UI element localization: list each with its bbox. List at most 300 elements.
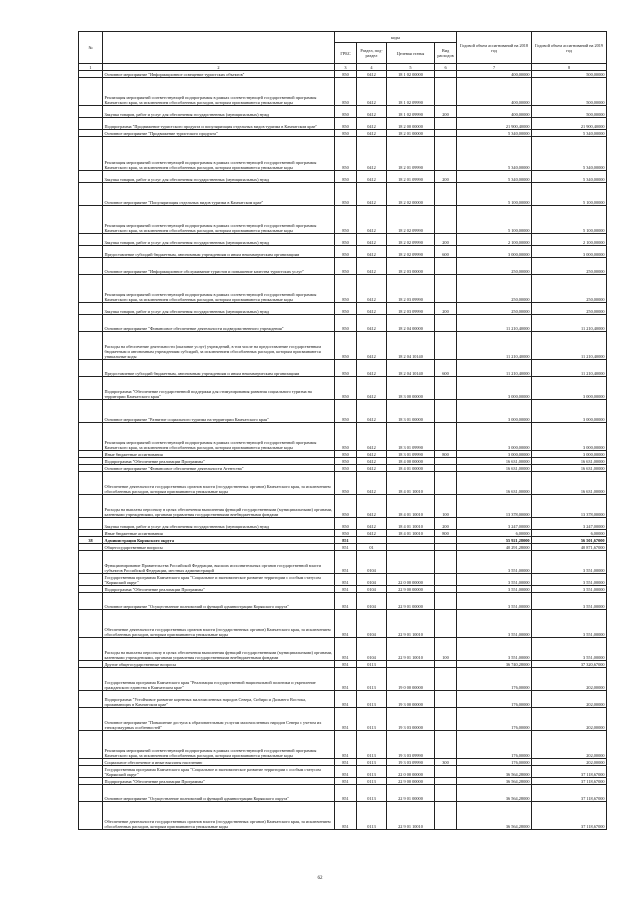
row-amount-2018: 176,00000 — [457, 708, 532, 731]
row-amount-2019: 3 247,00000 — [532, 518, 607, 530]
row-number — [79, 275, 103, 303]
row-amount-2019: 3 000,00000 — [532, 246, 607, 258]
row-razdel: 0113 — [357, 668, 387, 691]
row-grbs: 850 — [335, 130, 357, 137]
row-number — [79, 258, 103, 275]
row-amount-2019: 16 631,00000 — [532, 465, 607, 472]
row-amount-2019: 2 100,00000 — [532, 234, 607, 246]
row-amount-2018: 3 000,00000 — [457, 451, 532, 458]
row-expense-type — [435, 574, 457, 586]
row-expense-type: 300 — [435, 759, 457, 766]
row-number — [79, 458, 103, 465]
row-amount-2018: 176,00000 — [457, 759, 532, 766]
row-razdel: 0412 — [357, 246, 387, 258]
row-name: Реализация мероприятий соответствующей подпрограммы в рамках соответствующей государственной программы Камчатского края, за исключением обособленных расходов, которым присваиваются уникальные коды — [103, 423, 335, 451]
row-razdel: 0412 — [357, 377, 387, 400]
table-row — [79, 551, 607, 574]
row-razdel: 0113 — [357, 766, 387, 778]
row-amount-2019: 37 118,67000 — [532, 766, 607, 778]
row-amount-2019: 6,00000 — [532, 530, 607, 537]
row-amount-2019: 202,00000 — [532, 691, 607, 708]
row-name: Закупка товаров, работ и услуг для обеспечения государственных (муниципальных) нужд — [103, 234, 335, 246]
row-number — [79, 551, 103, 574]
row-name: Предоставление субсидий бюджетным, автономным учреждениям и иным некоммерческим организациям — [103, 360, 335, 377]
row-amount-2019: 202,00000 — [532, 759, 607, 766]
table-row — [79, 130, 607, 137]
row-name: Основное мероприятие "Осуществление полномочий и функций администрации Корякского округа" — [103, 593, 335, 610]
row-expense-type — [435, 137, 457, 171]
row-grbs: 851 — [335, 708, 357, 731]
row-razdel: 0412 — [357, 423, 387, 451]
row-number — [79, 78, 103, 106]
row-razdel: 0412 — [357, 451, 387, 458]
row-amount-2018: 11 210,40000 — [457, 315, 532, 332]
row-amount-2019: 250,00000 — [532, 275, 607, 303]
row-name: Государственная программа Камчатского края "Социальное и экономическое развитие территории с особым статусом "Корякский округ" — [103, 574, 335, 586]
header-grbs: ГРБС — [335, 43, 357, 64]
row-target-article: 18 2 01 09990 — [387, 137, 435, 171]
row-grbs: 850 — [335, 530, 357, 537]
row-razdel: 0104 — [357, 551, 387, 574]
row-amount-2018: 55 921,28000 — [457, 537, 532, 544]
row-razdel: 0412 — [357, 530, 387, 537]
row-expense-type — [435, 400, 457, 423]
budget-document — [78, 31, 606, 830]
header-codes: коды — [335, 32, 457, 43]
row-amount-2018: 36 564,28000 — [457, 802, 532, 830]
row-grbs: 850 — [335, 234, 357, 246]
row-name: Реализация мероприятий соответствующей подпрограммы в рамках соответствующей государственной программы Камчатского края, за исключением обособленных расходов, которым присваиваются уникальные коды — [103, 731, 335, 759]
row-number — [79, 315, 103, 332]
row-grbs: 851 — [335, 731, 357, 759]
row-target-article: 18 2 02 00000 — [387, 183, 435, 206]
row-grbs: 851 — [335, 638, 357, 661]
row-name: Обеспечение деятельности государственных органов власти (государственных органов) Камчатского края, за исключением обособленных расходов, которым присваиваются уникальные коды — [103, 610, 335, 638]
row-expense-type — [435, 206, 457, 234]
row-number — [79, 472, 103, 495]
row-razdel: 0104 — [357, 638, 387, 661]
table-row — [79, 137, 607, 171]
row-razdel: 0412 — [357, 78, 387, 106]
row-expense-type — [435, 544, 457, 551]
row-expense-type: 200 — [435, 234, 457, 246]
row-name: Реализация мероприятий соответствующей подпрограммы в рамках соответствующей государственной программы Камчатского края, за исключением обособленных расходов, которым присваиваются уникальные коды — [103, 78, 335, 106]
row-amount-2018: 3 000,00000 — [457, 246, 532, 258]
row-target-article: 18 2 01 00000 — [387, 130, 435, 137]
row-grbs: 851 — [335, 593, 357, 610]
row-amount-2018: 3 551,00000 — [457, 610, 532, 638]
header-year-2018: Годовой объем ассигнований на 2018 год — [457, 32, 532, 64]
row-expense-type — [435, 537, 457, 544]
table-row — [79, 71, 607, 78]
row-grbs: 850 — [335, 451, 357, 458]
row-number — [79, 360, 103, 377]
row-razdel: 0412 — [357, 130, 387, 137]
table-row — [79, 778, 607, 785]
row-name: Основное мероприятие "Осуществление полномочий и функций администрации Корякского округа" — [103, 785, 335, 802]
column-number-5: 5 — [387, 64, 435, 71]
row-grbs: 850 — [335, 303, 357, 315]
row-grbs: 850 — [335, 495, 357, 518]
row-expense-type — [435, 183, 457, 206]
row-grbs: 851 — [335, 586, 357, 593]
row-amount-2018: 6,00000 — [457, 530, 532, 537]
table-row — [79, 544, 607, 551]
row-razdel: 0412 — [357, 137, 387, 171]
row-name: Подпрограмма "Обеспечение государственной поддержки для стимулирования развития социального туризма на территории Камчатского края" — [103, 377, 335, 400]
row-name: Обеспечение деятельности государственных органов власти (государственных органов) Камчатского края, за исключением обособленных расходов, которым присваиваются уникальные коды — [103, 802, 335, 830]
row-razdel: 0412 — [357, 118, 387, 130]
row-razdel: 0412 — [357, 275, 387, 303]
row-name: Обеспечение деятельности государственных органов власти (государственных органов) Камчатского края, за исключением обособленных расходов, которым присваиваются уникальные коды — [103, 472, 335, 495]
page-number: 62 — [317, 876, 323, 881]
row-amount-2019: 500,00000 — [532, 71, 607, 78]
row-amount-2019: 37 320,67000 — [532, 661, 607, 668]
row-grbs: 851 — [335, 785, 357, 802]
header-razdel: Раздел, под-раздел — [357, 43, 387, 64]
row-number — [79, 785, 103, 802]
row-target-article: 19 3 03 09990 — [387, 759, 435, 766]
row-amount-2018: 5 340,00000 — [457, 130, 532, 137]
row-amount-2018: 250,00000 — [457, 275, 532, 303]
row-number — [79, 377, 103, 400]
row-target-article: 18 4 01 10010 — [387, 495, 435, 518]
row-name: Функционирование Правительства Российской Федерации, высших исполнительных органов государственной власти субъектов Российской Федерации, местных администраций — [103, 551, 335, 574]
row-number — [79, 530, 103, 537]
row-amount-2018: 11 210,40000 — [457, 332, 532, 360]
row-target-article: 18 4 01 10010 — [387, 530, 435, 537]
table-row — [79, 593, 607, 610]
row-target-article: 18 2 03 00000 — [387, 258, 435, 275]
row-name: Основное мероприятие "Информационное освещение туристских объектов" — [103, 71, 335, 78]
row-number — [79, 303, 103, 315]
row-amount-2019: 500,00000 — [532, 78, 607, 106]
row-amount-2019: 11 210,40000 — [532, 315, 607, 332]
row-name: Администрация Корякского округа — [103, 537, 335, 544]
row-number — [79, 130, 103, 137]
header-number: № — [79, 32, 103, 64]
row-name: Реализация мероприятий соответствующей подпрограммы в рамках соответствующей государственной программы Камчатского края, за исключением обособленных расходов, которым присваиваются уникальные коды — [103, 275, 335, 303]
row-expense-type — [435, 668, 457, 691]
row-name: Основное мероприятие "Информационное обслуживание туристов и повышение качества туристских услуг" — [103, 258, 335, 275]
row-number — [79, 183, 103, 206]
row-amount-2019: 3 551,00000 — [532, 551, 607, 574]
row-expense-type: 200 — [435, 106, 457, 118]
row-razdel: 0412 — [357, 71, 387, 78]
column-number-3: 3 — [335, 64, 357, 71]
row-expense-type — [435, 78, 457, 106]
row-number — [79, 802, 103, 830]
row-amount-2018: 3 551,00000 — [457, 638, 532, 661]
row-amount-2018: 5 100,00000 — [457, 183, 532, 206]
row-target-article: 22 0 00 00000 — [387, 574, 435, 586]
table-row — [79, 78, 607, 106]
row-expense-type — [435, 551, 457, 574]
row-number — [79, 71, 103, 78]
row-name: Основное мероприятие "Финансовое обеспечение деятельности Агентства" — [103, 465, 335, 472]
row-amount-2018: 400,00000 — [457, 71, 532, 78]
row-razdel: 0113 — [357, 759, 387, 766]
row-target-article: 22 9 01 10010 — [387, 802, 435, 830]
row-name: Основное мероприятие "Продвижение туристского продукта" — [103, 130, 335, 137]
header-csr: Целевая статья — [387, 43, 435, 64]
row-amount-2018: 5 340,00000 — [457, 137, 532, 171]
row-grbs: 850 — [335, 171, 357, 183]
row-target-article — [387, 537, 435, 544]
row-number — [79, 518, 103, 530]
row-name: Подпрограмма "Обеспечение реализации Программы" — [103, 458, 335, 465]
row-grbs: 850 — [335, 118, 357, 130]
row-grbs: 850 — [335, 332, 357, 360]
table-row — [79, 332, 607, 360]
row-amount-2018: 36 740,28000 — [457, 661, 532, 668]
table-row — [79, 530, 607, 537]
row-expense-type — [435, 691, 457, 708]
row-razdel: 0104 — [357, 593, 387, 610]
row-number — [79, 171, 103, 183]
row-grbs: 851 — [335, 802, 357, 830]
row-target-article — [387, 551, 435, 574]
row-grbs: 851 — [335, 759, 357, 766]
row-razdel: 0412 — [357, 171, 387, 183]
row-number — [79, 118, 103, 130]
row-target-article: 22 9 00 00000 — [387, 778, 435, 785]
row-amount-2018: 3 000,00000 — [457, 423, 532, 451]
row-grbs: 850 — [335, 315, 357, 332]
row-grbs: 851 — [335, 766, 357, 778]
row-grbs: 850 — [335, 183, 357, 206]
row-razdel: 0412 — [357, 315, 387, 332]
row-amount-2019: 3 551,00000 — [532, 586, 607, 593]
header-vr: Вид расходов — [435, 43, 457, 64]
row-grbs: 850 — [335, 106, 357, 118]
row-expense-type — [435, 610, 457, 638]
row-name: Реализация мероприятий соответствующей подпрограммы в рамках соответствующей государственной программы Камчатского края, за исключением обособленных расходов, которым присваиваются уникальные коды — [103, 137, 335, 171]
row-target-article — [387, 661, 435, 668]
row-number — [79, 423, 103, 451]
budget-table — [78, 31, 607, 830]
row-razdel: 0113 — [357, 731, 387, 759]
row-amount-2018: 3 551,00000 — [457, 586, 532, 593]
row-name: Государственная программа Камчатского края "Социальное и экономическое развитие территории с особым статусом "Корякский округ" — [103, 766, 335, 778]
row-amount-2019: 37 118,67000 — [532, 802, 607, 830]
row-expense-type: 200 — [435, 303, 457, 315]
row-grbs: 850 — [335, 465, 357, 472]
row-amount-2018: 5 100,00000 — [457, 206, 532, 234]
row-target-article: 18 1 02 09990 — [387, 106, 435, 118]
row-razdel: 0113 — [357, 778, 387, 785]
row-razdel: 0412 — [357, 258, 387, 275]
row-target-article: 18 2 03 09990 — [387, 303, 435, 315]
row-razdel: 0412 — [357, 206, 387, 234]
row-razdel: 0113 — [357, 661, 387, 668]
table-row — [79, 303, 607, 315]
row-number — [79, 638, 103, 661]
column-number-7: 7 — [457, 64, 532, 71]
row-target-article: 18 4 01 10010 — [387, 518, 435, 530]
row-amount-2019: 56 501,67000 — [532, 537, 607, 544]
table-row — [79, 708, 607, 731]
row-target-article: 19 0 00 00000 — [387, 668, 435, 691]
row-amount-2019: 250,00000 — [532, 258, 607, 275]
table-row — [79, 766, 607, 778]
row-name: Расходы на обеспечение деятельности (оказание услуг) учреждений, в том числе на предоставление государственным бюджетным и автономным учреждениям субсидий, за исключением обособленных расходов, которым присваиваются уникальные коды — [103, 332, 335, 360]
row-number — [79, 731, 103, 759]
row-expense-type: 200 — [435, 171, 457, 183]
table-row — [79, 360, 607, 377]
row-number — [79, 574, 103, 586]
row-expense-type — [435, 118, 457, 130]
table-row — [79, 171, 607, 183]
row-amount-2019: 16 631,00000 — [532, 472, 607, 495]
row-expense-type — [435, 593, 457, 610]
row-number — [79, 544, 103, 551]
row-expense-type — [435, 465, 457, 472]
table-row — [79, 465, 607, 472]
row-amount-2018: 16 631,00000 — [457, 458, 532, 465]
table-row — [79, 802, 607, 830]
row-amount-2019: 3 000,00000 — [532, 377, 607, 400]
row-grbs: 850 — [335, 518, 357, 530]
row-number — [79, 586, 103, 593]
row-grbs: 851 — [335, 610, 357, 638]
row-grbs: 850 — [335, 458, 357, 465]
row-expense-type — [435, 766, 457, 778]
row-target-article: 22 9 01 00000 — [387, 785, 435, 802]
row-grbs: 850 — [335, 246, 357, 258]
row-expense-type: 200 — [435, 518, 457, 530]
row-target-article: 22 9 00 00000 — [387, 586, 435, 593]
table-row — [79, 518, 607, 530]
row-amount-2019: 202,00000 — [532, 731, 607, 759]
table-row — [79, 638, 607, 661]
table-row — [79, 759, 607, 766]
table-row — [79, 668, 607, 691]
row-amount-2018: 16 631,00000 — [457, 472, 532, 495]
row-razdel: 0412 — [357, 465, 387, 472]
row-name: Государственная программа Камчатского края "Реализация государственной национальной политики и укрепление гражданского единства в Камчатском крае" — [103, 668, 335, 691]
row-name: Основное мероприятие "Популяризация отдельных видов туризма в Камчатском крае" — [103, 183, 335, 206]
table-row — [79, 118, 607, 130]
row-razdel: 0104 — [357, 586, 387, 593]
row-amount-2019: 13 378,00000 — [532, 495, 607, 518]
row-name: Социальное обеспечение и иные выплаты населению — [103, 759, 335, 766]
row-number: 38 — [79, 537, 103, 544]
row-target-article: 22 9 01 10010 — [387, 638, 435, 661]
row-amount-2018: 3 551,00000 — [457, 593, 532, 610]
table-row — [79, 458, 607, 465]
row-amount-2018: 250,00000 — [457, 303, 532, 315]
row-amount-2018: 176,00000 — [457, 691, 532, 708]
row-amount-2018: 176,00000 — [457, 731, 532, 759]
row-target-article: 18 2 04 10140 — [387, 332, 435, 360]
row-razdel: 0412 — [357, 303, 387, 315]
row-amount-2019: 5 340,00000 — [532, 171, 607, 183]
row-amount-2019: 5 340,00000 — [532, 130, 607, 137]
row-expense-type — [435, 130, 457, 137]
row-name: Закупка товаров, работ и услуг для обеспечения государственных (муниципальных) нужд — [103, 171, 335, 183]
row-amount-2019: 11 210,40000 — [532, 332, 607, 360]
row-grbs: 851 — [335, 574, 357, 586]
row-number — [79, 332, 103, 360]
row-amount-2018: 36 564,28000 — [457, 778, 532, 785]
row-grbs: 850 — [335, 360, 357, 377]
budget-table-body — [79, 71, 607, 830]
row-razdel: 0412 — [357, 472, 387, 495]
row-target-article — [387, 544, 435, 551]
row-amount-2019: 40 871,67000 — [532, 544, 607, 551]
row-name: Расходы на выплаты персоналу в целях обеспечения выполнения функций государственными (муниципальными) органами, казенными учреждениями, органами управления государственными внебюджетными фондами — [103, 495, 335, 518]
row-grbs: 851 — [335, 537, 357, 544]
row-amount-2019: 5 340,00000 — [532, 137, 607, 171]
row-amount-2019: 16 631,00000 — [532, 458, 607, 465]
row-expense-type — [435, 423, 457, 451]
row-expense-type — [435, 778, 457, 785]
row-target-article: 22 9 01 00000 — [387, 593, 435, 610]
row-number — [79, 759, 103, 766]
row-amount-2018: 250,00000 — [457, 258, 532, 275]
row-target-article: 18 2 00 00000 — [387, 118, 435, 130]
row-expense-type — [435, 458, 457, 465]
row-number — [79, 691, 103, 708]
row-grbs: 850 — [335, 472, 357, 495]
table-row — [79, 451, 607, 458]
table-row — [79, 234, 607, 246]
row-expense-type — [435, 472, 457, 495]
row-expense-type — [435, 785, 457, 802]
row-amount-2018: 400,00000 — [457, 106, 532, 118]
row-number — [79, 137, 103, 171]
row-grbs: 850 — [335, 206, 357, 234]
column-number-4: 4 — [357, 64, 387, 71]
row-amount-2019: 3 551,00000 — [532, 593, 607, 610]
row-amount-2019: 3 551,00000 — [532, 610, 607, 638]
row-target-article: 18 2 03 09990 — [387, 275, 435, 303]
row-target-article: 18 2 01 09990 — [387, 171, 435, 183]
row-amount-2018: 13 378,00000 — [457, 495, 532, 518]
row-number — [79, 234, 103, 246]
table-row — [79, 574, 607, 586]
row-amount-2019: 3 000,00000 — [532, 423, 607, 451]
row-razdel: 0104 — [357, 610, 387, 638]
row-amount-2019: 3 551,00000 — [532, 638, 607, 661]
row-amount-2019: 37 118,67000 — [532, 778, 607, 785]
row-expense-type — [435, 731, 457, 759]
row-target-article: 18 2 02 09990 — [387, 234, 435, 246]
row-target-article: 19 3 00 00000 — [387, 691, 435, 708]
row-razdel: 0412 — [357, 234, 387, 246]
row-expense-type — [435, 258, 457, 275]
row-number — [79, 495, 103, 518]
row-amount-2019: 202,00000 — [532, 668, 607, 691]
row-grbs: 850 — [335, 258, 357, 275]
row-grbs: 850 — [335, 423, 357, 451]
row-number — [79, 668, 103, 691]
row-expense-type: 100 — [435, 638, 457, 661]
row-target-article: 18 3 00 00000 — [387, 377, 435, 400]
row-amount-2018: 36 564,28000 — [457, 766, 532, 778]
table-row — [79, 495, 607, 518]
table-row — [79, 206, 607, 234]
table-row — [79, 661, 607, 668]
table-row — [79, 400, 607, 423]
row-number — [79, 451, 103, 458]
row-grbs: 851 — [335, 691, 357, 708]
row-grbs: 851 — [335, 544, 357, 551]
table-row — [79, 315, 607, 332]
row-razdel: 0412 — [357, 518, 387, 530]
row-amount-2018: 16 631,00000 — [457, 465, 532, 472]
